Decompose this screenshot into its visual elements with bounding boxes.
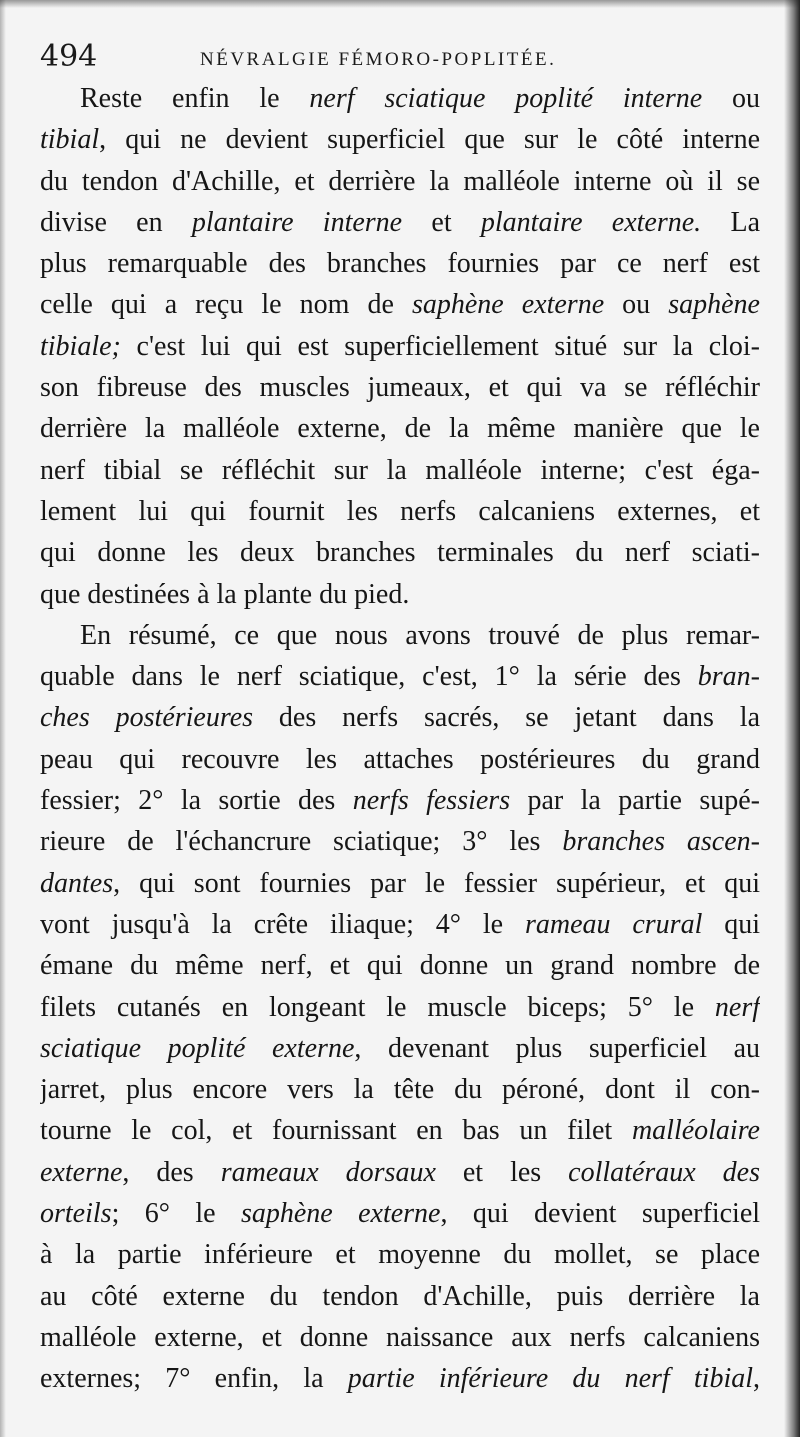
text-segment: nerf tibial se réfléchit sur la malléole interne; c'est éga- <box>40 454 760 486</box>
text-line <box>40 821 760 862</box>
text-segment: plus remarquable des branches fournies par ce nerf est <box>40 248 760 280</box>
text-segment: celle qui a reçu le nom de <box>40 289 412 321</box>
italic-term: nerfs fessiers <box>352 785 511 817</box>
text-line <box>40 656 760 697</box>
text-segment: filets cutanés en longeant le muscle biceps; 5° le <box>40 991 715 1023</box>
text-line <box>40 532 760 573</box>
text-line <box>40 326 760 367</box>
text-line <box>40 78 760 119</box>
text-line <box>40 119 760 160</box>
text-segment: par la partie supé- <box>510 785 760 817</box>
text-segment: divise en <box>40 206 192 238</box>
italic-term: tibial <box>40 124 100 156</box>
text-segment: jarret, plus encore vers la tête du péroné, dont il con- <box>40 1074 760 1106</box>
italic-term: plantaire externe. <box>480 206 702 238</box>
text-segment: émane du même nerf, et qui donne un grand nombre de <box>40 950 760 982</box>
italic-term: malléolaire <box>631 1115 760 1147</box>
text-segment: ou <box>604 289 669 321</box>
text-line <box>40 408 760 449</box>
text-line <box>40 1152 760 1193</box>
text-line <box>40 863 760 904</box>
text-segment: , qui ne devient superficiel que sur le côté interne <box>99 124 760 156</box>
text-segment: qui <box>702 908 760 940</box>
text-segment: son fibreuse des muscles jumeaux, et qui va se réfléchir <box>40 372 760 404</box>
body-text <box>40 78 760 1400</box>
italic-term: externe <box>40 1156 123 1188</box>
text-segment: La <box>701 206 760 238</box>
text-segment: , <box>753 1363 760 1395</box>
text-line <box>40 202 760 243</box>
text-segment: du tendon d'Achille, et derrière la malléole interne où il se <box>40 165 760 197</box>
italic-term: dantes <box>40 867 114 899</box>
text-segment: , qui devient superficiel <box>440 1198 760 1230</box>
italic-term: branches ascen- <box>562 826 760 858</box>
text-segment: que destinées à la plante du pied. <box>40 578 410 610</box>
text-segment: , des <box>122 1156 221 1188</box>
scan-edge-left <box>0 0 6 1437</box>
page-number: 494 <box>40 39 98 74</box>
text-line <box>40 615 760 656</box>
text-segment: c'est lui qui est superficiellement situé sur la cloi- <box>120 330 760 362</box>
text-segment: tourne le col, et fournissant en bas un filet <box>40 1115 632 1147</box>
text-segment: des nerfs sacrés, se jetant dans la <box>253 702 760 734</box>
text-line <box>40 1234 760 1275</box>
italic-term: ches postérieures <box>40 702 254 734</box>
text-segment: malléole externe, et donne naissance aux nerfs calcaniens <box>40 1321 760 1353</box>
text-segment: vont jusqu'à la crête iliaque; 4° le <box>40 908 525 940</box>
text-line <box>40 945 760 986</box>
text-line <box>40 450 760 491</box>
text-segment: fessier; 2° la sortie des <box>40 785 353 817</box>
text-line <box>40 697 760 738</box>
text-line <box>40 739 760 780</box>
text-segment: qui donne les deux branches terminales du nerf sciati- <box>40 537 760 569</box>
italic-term: bran- <box>697 661 760 693</box>
text-line <box>40 367 760 408</box>
italic-term: sciatique poplité externe <box>40 1032 355 1064</box>
italic-term: collatéraux des <box>568 1156 760 1188</box>
text-segment: et <box>402 206 481 238</box>
italic-term: nerf <box>714 991 760 1023</box>
text-segment: à la partie inférieure et moyenne du mollet, se place <box>40 1239 760 1271</box>
text-line <box>40 284 760 325</box>
text-segment: ou <box>702 83 760 114</box>
italic-term: saphène <box>668 289 760 321</box>
text-line <box>40 1028 760 1069</box>
italic-term: orteils <box>40 1198 112 1230</box>
text-line <box>40 1110 760 1151</box>
text-line <box>40 904 760 945</box>
text-line <box>40 574 760 615</box>
text-line <box>40 1069 760 1110</box>
running-head <box>40 38 760 78</box>
scan-edge-top <box>0 0 800 8</box>
text-segment: et les <box>435 1156 569 1188</box>
text-segment: quable dans le nerf sciatique, c'est, 1° la série des <box>40 661 698 693</box>
text-segment: rieure de l'échancrure sciatique; 3° les <box>40 826 563 858</box>
italic-term: tibiale; <box>40 330 121 362</box>
italic-term: saphène externe <box>240 1198 441 1230</box>
text-segment: derrière la malléole externe, de la même manière que le <box>40 413 760 445</box>
italic-term: saphène externe <box>411 289 605 321</box>
text-segment: , devenant plus superficiel au <box>354 1032 760 1064</box>
text-line <box>40 1276 760 1317</box>
text-line <box>40 491 760 532</box>
italic-term: nerf sciatique poplité interne <box>309 83 703 114</box>
italic-term: rameau crural <box>524 908 703 940</box>
text-segment: Reste enfin le <box>80 83 310 114</box>
text-segment: externes; 7° enfin, la <box>40 1363 348 1395</box>
text-segment: au côté externe du tendon d'Achille, puis derrière la <box>40 1280 760 1312</box>
text-line <box>40 161 760 202</box>
text-line <box>40 243 760 284</box>
text-line <box>40 1358 760 1399</box>
text-line <box>40 780 760 821</box>
text-line <box>40 1193 760 1234</box>
text-line <box>40 987 760 1028</box>
text-segment: lement lui qui fournit les nerfs calcaniens externes, et <box>40 495 760 527</box>
running-title: NÉVRALGIE FÉMORO-POPLITÉE. <box>200 49 557 70</box>
scan-edge-right <box>784 0 800 1437</box>
text-segment: , qui sont fournies par le fessier supérieur, et qui <box>113 867 760 899</box>
italic-term: plantaire interne <box>191 206 403 238</box>
italic-term: partie inférieure du nerf tibial <box>347 1363 754 1395</box>
text-line <box>40 1317 760 1358</box>
text-segment: En résumé, ce que nous avons trouvé de plus remar- <box>80 619 760 651</box>
text-segment: peau qui recouvre les attaches postérieures du grand <box>40 743 760 775</box>
text-segment: ; 6° le <box>111 1198 241 1230</box>
italic-term: rameaux dorsaux <box>220 1156 436 1188</box>
